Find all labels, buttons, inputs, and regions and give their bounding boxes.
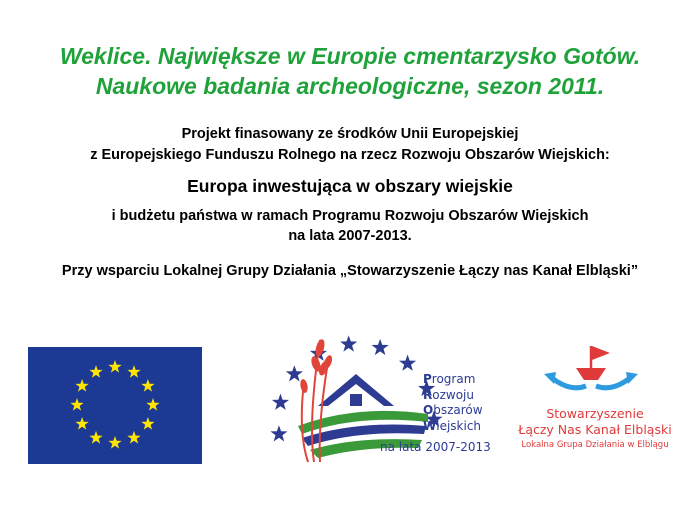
funding-years: na lata 2007-2013 — [288, 228, 408, 244]
title-line-1: Weklice. Największe w Europie cmentarzysko Gotów. — [59, 43, 641, 69]
eu-flag-icon — [28, 347, 202, 464]
funding-budget — [0, 206, 700, 246]
page-title — [0, 41, 700, 101]
funding-years-suffix: . — [407, 228, 412, 244]
left-arrow-icon — [552, 378, 586, 388]
prow-word-2: Rozwoju — [423, 387, 474, 402]
prow-years: na lata 2007-2013 — [380, 440, 491, 454]
funding-line-2: z Europejskiego Funduszu Rolnego na rzecz Rozwoju Obszarów Wiejskich: — [90, 147, 610, 163]
prow-star-icon — [399, 354, 416, 370]
funding-line-3: i budżetu państwa w ramach Programu Rozwoju Obszarów Wiejskich — [111, 208, 589, 224]
support-note — [0, 261, 700, 281]
house-door-icon — [350, 394, 362, 406]
boat-icon — [576, 368, 606, 380]
stowarzyszenie-name-2: Łączy Nas Kanał Elbląski — [518, 422, 672, 437]
stowarzyszenie-logo-icon — [510, 340, 680, 455]
prow-star-icon — [286, 365, 303, 381]
funding-line-1: Projekt finasowany ze środków Unii Europejskiej — [181, 126, 519, 142]
stowarzyszenie-name-3: Lokalna Grupa Działania w Elblągu — [521, 440, 669, 450]
prow-word-1: Program — [423, 372, 476, 386]
prow-name — [423, 372, 483, 434]
prow-star-icon — [270, 425, 287, 441]
prow-star-icon — [272, 394, 289, 410]
funding-line-4 — [0, 226, 700, 246]
prow-word-3: Obszarów — [423, 403, 483, 417]
stowarzyszenie-name-1: Stowarzyszenie — [546, 406, 644, 421]
right-arrow-icon — [596, 378, 630, 388]
slogan-text: Europa inwestująca w obszary wiejskie — [187, 176, 513, 196]
prow-star-icon — [372, 339, 389, 355]
support-text: Przy wsparciu Lokalnej Grupy Działania „Stowarzyszenie Łączy nas Kanał Elbląski” — [61, 263, 639, 279]
funding-intro — [0, 124, 700, 166]
title-line-2: Naukowe badania archeologiczne, sezon 2011. — [95, 73, 605, 99]
slogan — [0, 175, 700, 197]
prow-word-4: Wiejskich — [423, 418, 482, 433]
prow-star-icon — [340, 335, 357, 351]
